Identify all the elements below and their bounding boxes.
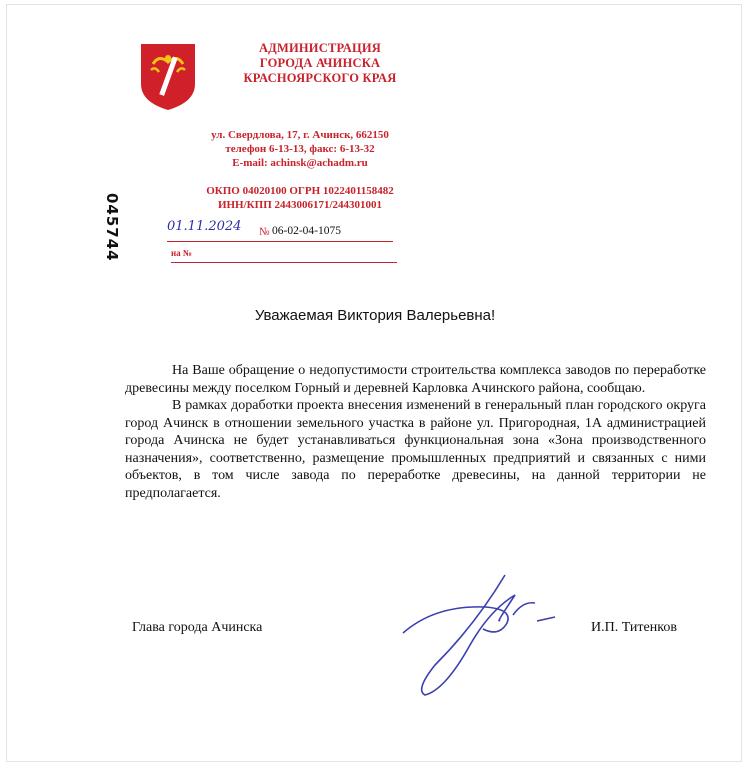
greeting: Уважаемая Виктория Валерьевна! bbox=[254, 307, 496, 324]
letter-body bbox=[125, 362, 706, 502]
outgoing-date-line bbox=[167, 219, 393, 242]
phone-fax: телефон 6-13-13, факс: 6-13-32 bbox=[225, 143, 375, 155]
inn-kpp: ИНН/КПП 2443006171/244301001 bbox=[217, 199, 383, 211]
handwritten-signature bbox=[395, 565, 570, 705]
registration-stamp-number: 045744 bbox=[103, 193, 121, 262]
handwritten-date: 01.11.2024 bbox=[167, 219, 242, 234]
address: ул. Свердлова, 17, г. Ачинск, 662150 bbox=[211, 129, 389, 141]
registration-codes bbox=[175, 184, 425, 212]
admin-line-3: КРАСНОЯРСКОГО КРАЯ bbox=[243, 71, 397, 85]
number-label: № bbox=[259, 226, 270, 238]
signatory-name: И.П. Титенков bbox=[591, 620, 677, 635]
signatory-position: Глава города Ачинска bbox=[132, 620, 263, 635]
contact-info bbox=[175, 128, 425, 170]
administration-title bbox=[190, 41, 450, 86]
coat-of-arms-icon bbox=[139, 42, 197, 112]
paragraph-2: В рамках доработки проекта внесения изменений в генеральный план городского округа город Ачинск в отношении земельного участка в районе ул. Пригородная, 1А администрацией города Ачинска не будет устанавливаться функциональная зона «Зона производственного назначения», соответственно, размещение промышленных предприятий и связанных с ними объектов, в том числе завода по переработке древесины, на данной территории не предполагается. bbox=[125, 398, 706, 501]
admin-line-1: АДМИНИСТРАЦИЯ bbox=[258, 41, 382, 55]
okpo-ogrn: ОКПО 04020100 ОГРН 1022401158482 bbox=[206, 185, 394, 197]
reference-line bbox=[171, 249, 397, 263]
outgoing-number: 06-02-04-1075 bbox=[272, 225, 341, 237]
email: E-mail: achinsk@achadm.ru bbox=[232, 157, 368, 169]
paragraph-1: На Ваше обращение о недопустимости строительства комплекса заводов по переработке древесины между поселком Горный и деревней Карловка Ачинского района, сообщаю. bbox=[125, 363, 706, 396]
reference-label: на № bbox=[171, 248, 192, 258]
admin-line-2: ГОРОДА АЧИНСКА bbox=[259, 56, 381, 70]
